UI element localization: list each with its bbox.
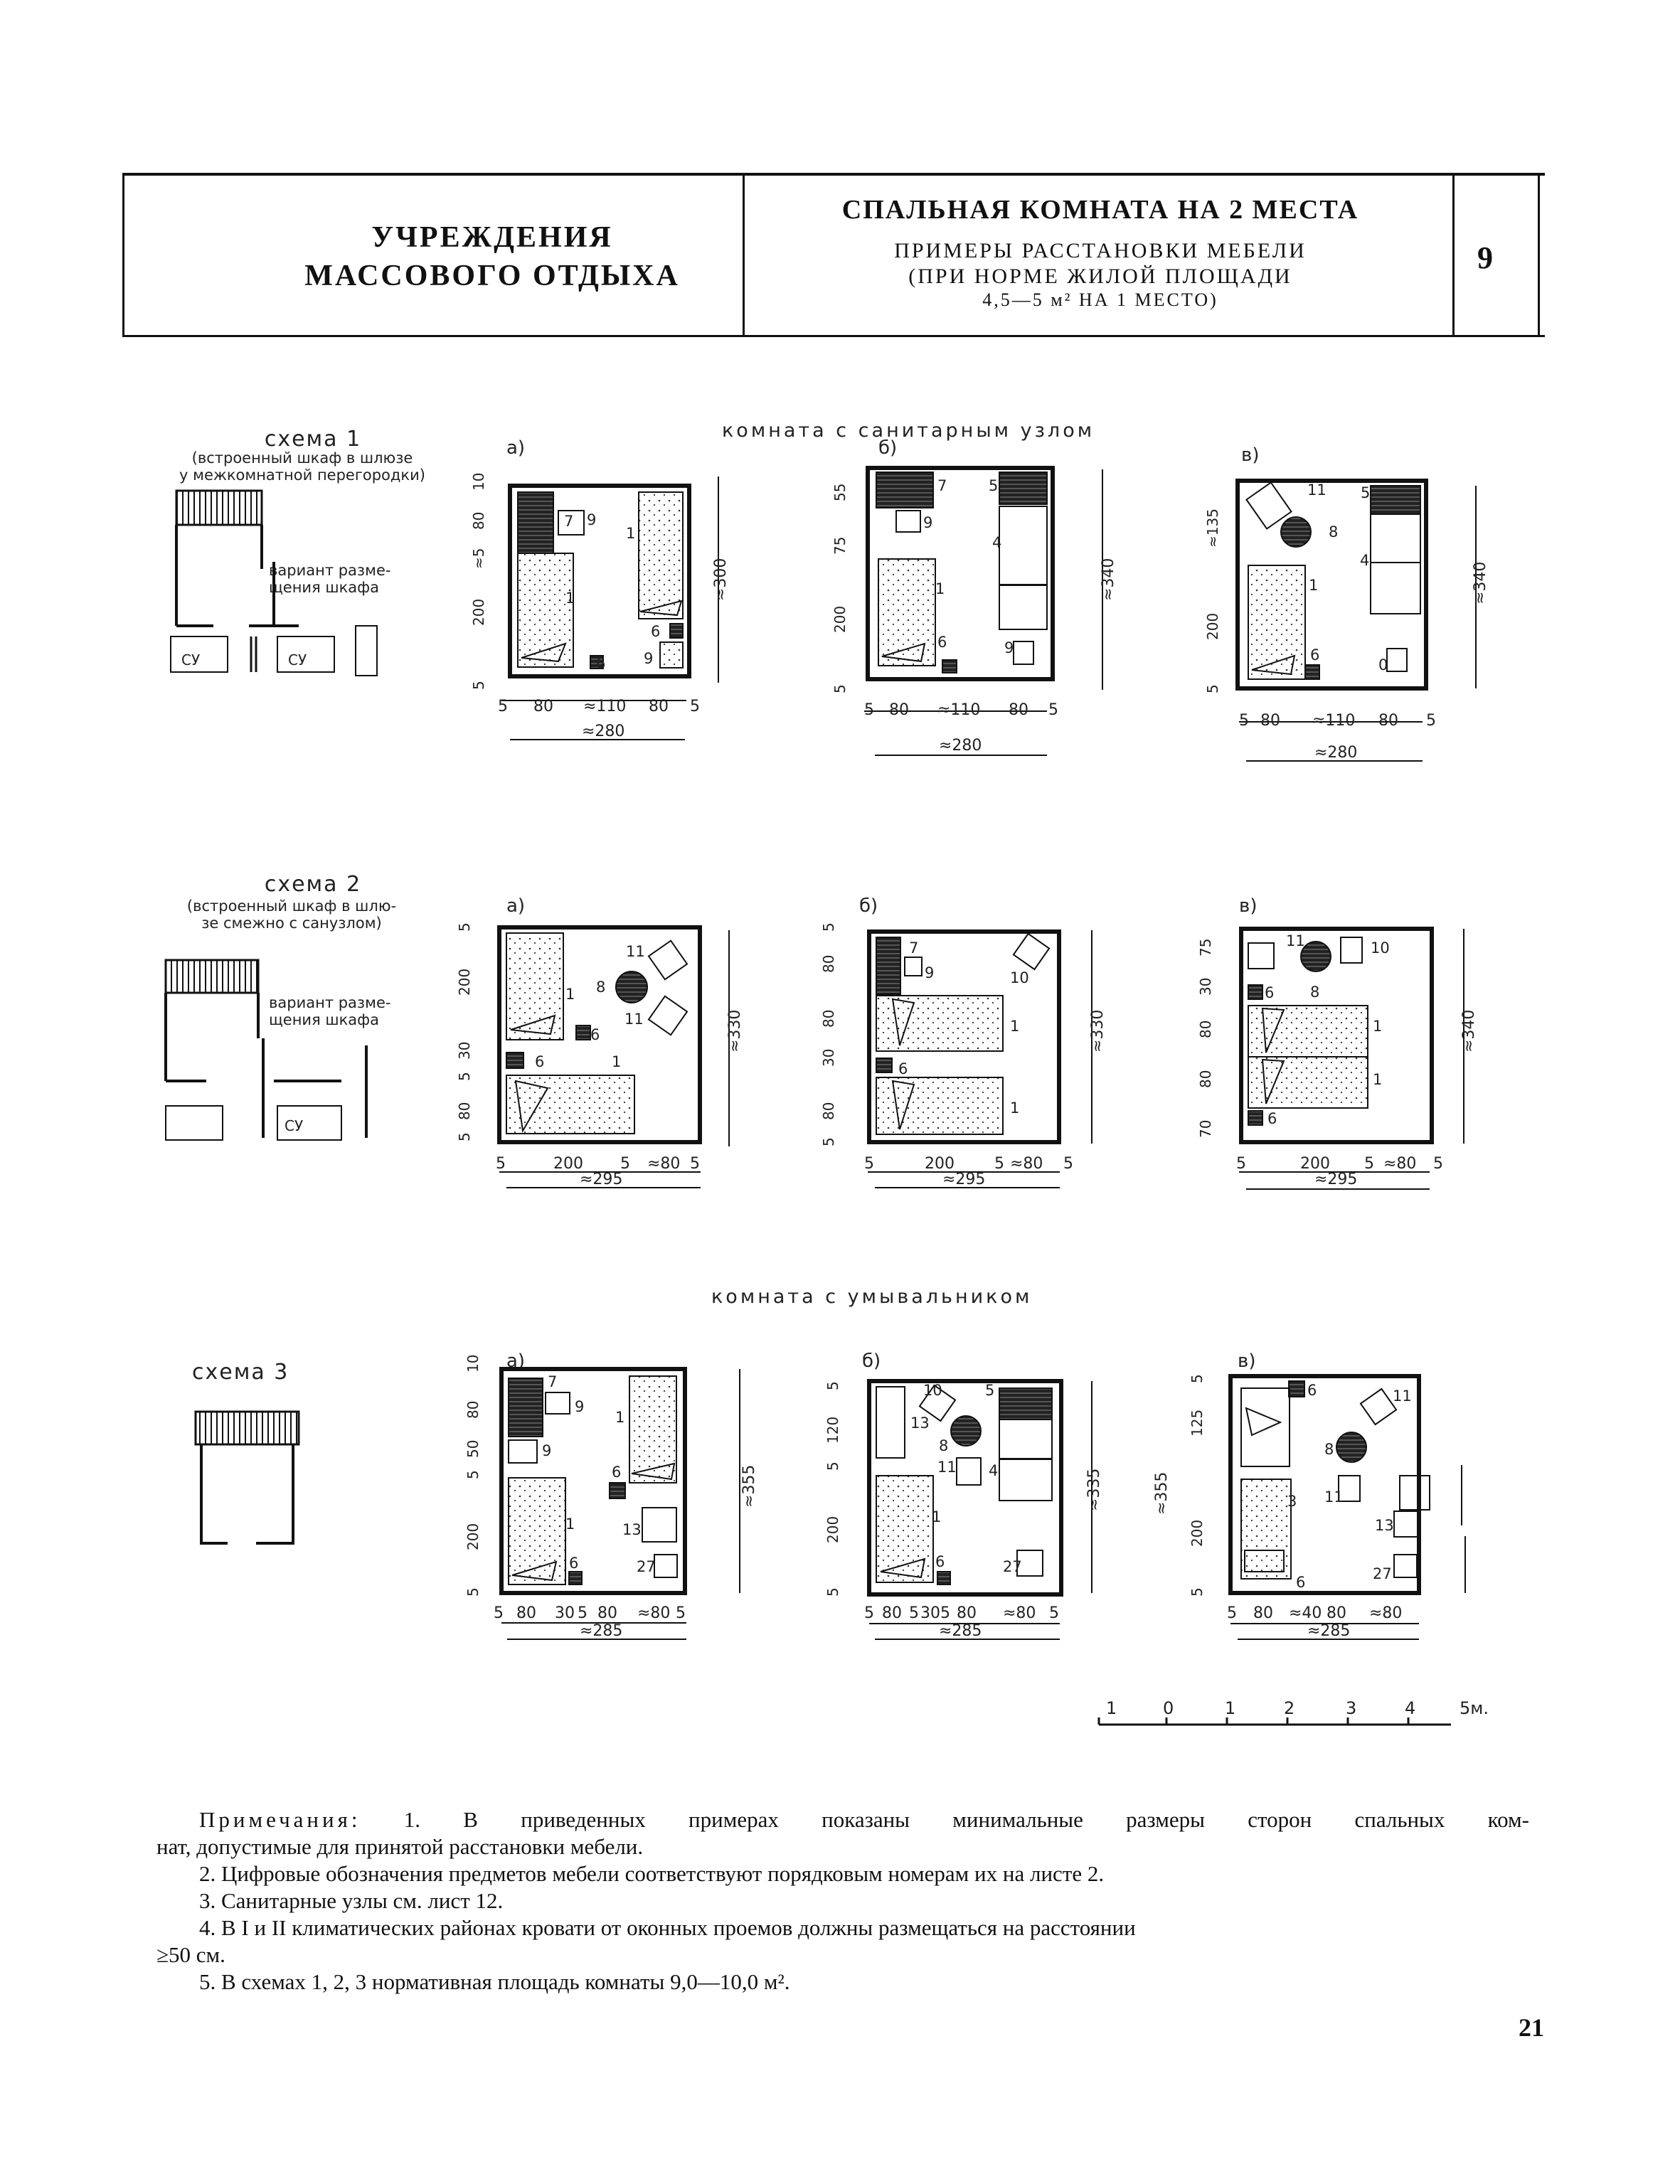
svg-text:7: 7	[564, 513, 574, 530]
scheme-1-variant-1: вариант разме-	[269, 562, 391, 579]
scheme-1-variant-2: щения шкафа	[269, 579, 379, 596]
plan-1c-w2: ≈110	[1312, 712, 1356, 730]
sheet-number: 9	[1477, 240, 1493, 275]
plan-3b-w2: 5	[909, 1604, 919, 1622]
plan-1a-w3: 80	[649, 698, 669, 715]
plan-3b-height-total: ≈335	[1085, 1468, 1103, 1511]
plan-2a-w4: 5	[690, 1155, 700, 1173]
plan-3c-w0: 5	[1227, 1604, 1237, 1622]
plan-3c-height-total: ≈355	[1153, 1471, 1171, 1515]
plan-2c	[1239, 929, 1464, 1189]
note-1-a: 1. В приведенных примерах показаны минимальные размеры сторон спальных ком-	[361, 1807, 1529, 1832]
plan-2a-h2: 30	[456, 1041, 473, 1060]
svg-text:9: 9	[587, 511, 597, 528]
plan-1b-h1: 75	[831, 536, 849, 555]
svg-text:1: 1	[615, 1409, 625, 1426]
note-1-b: нат, допустимые для принятой расстановки мебели.	[156, 1834, 644, 1859]
plan-3c-h0: 5	[1189, 1374, 1206, 1383]
svg-text:6: 6	[1310, 646, 1320, 664]
plan-1c-h1: 200	[1204, 612, 1221, 640]
svg-text:0: 0	[1378, 656, 1388, 673]
plan-2c-h3: 80	[1197, 1070, 1214, 1088]
plan-2b-height-total: ≈330	[1089, 1009, 1107, 1053]
plan-3c-letter: в)	[1238, 1351, 1256, 1372]
notes	[156, 1806, 1529, 1996]
plan-1a-h0: 10	[470, 472, 487, 491]
plan-1c-w1: 80	[1260, 712, 1280, 730]
plan-2b-w4: 5	[1063, 1155, 1073, 1173]
plan-3a-w5: ≈80	[637, 1604, 671, 1622]
plan-1a-height-total: ≈300	[712, 558, 730, 601]
svg-text:11: 11	[1393, 1387, 1412, 1405]
plan-3c-w4: ≈80	[1369, 1604, 1403, 1622]
scheme-1-sketch	[171, 491, 377, 676]
scale-label-0: 1	[1106, 1698, 1117, 1718]
plan-3a-height-total: ≈355	[740, 1464, 758, 1508]
plan-2a-w2: 5	[620, 1155, 630, 1173]
plan-2a-w3: ≈80	[647, 1155, 681, 1173]
svg-text:1: 1	[932, 1508, 942, 1525]
plan-3b-h0: 5	[824, 1381, 841, 1390]
svg-text:1: 1	[612, 1053, 622, 1070]
plan-3a-w4: 80	[597, 1604, 617, 1622]
plan-2c-height-total: ≈340	[1460, 1009, 1478, 1053]
plan-3c-w3: 80	[1327, 1604, 1346, 1622]
plan-3c	[1230, 1376, 1465, 1639]
svg-text:6: 6	[937, 634, 947, 651]
plan-2c-w2: 5	[1364, 1155, 1374, 1173]
plan-1c-letter: в)	[1241, 444, 1260, 466]
svg-text:11: 11	[1324, 1488, 1344, 1506]
svg-text:6: 6	[612, 1464, 622, 1481]
plan-1b-letter: б)	[878, 437, 898, 459]
plan-3b-w1: 80	[882, 1604, 902, 1622]
svg-text:5: 5	[1361, 484, 1371, 501]
plan-3b-w0: 5	[864, 1604, 874, 1622]
plan-2b	[868, 930, 1092, 1188]
svg-text:8: 8	[596, 979, 606, 996]
svg-text:11: 11	[1286, 932, 1305, 949]
plan-1a-w0: 5	[498, 698, 508, 715]
svg-text:11: 11	[626, 943, 645, 960]
svg-text:7: 7	[909, 939, 919, 957]
svg-text:1: 1	[565, 986, 575, 1003]
svg-text:8: 8	[1329, 523, 1339, 540]
svg-text:27: 27	[637, 1558, 656, 1575]
scale-label-5: 4	[1405, 1698, 1416, 1718]
plan-2b-h5: 5	[820, 1137, 837, 1146]
plan-1c-w3: 80	[1378, 712, 1398, 730]
plan-3b-h1: 120	[824, 1416, 841, 1444]
sheet-subtitle-3: 4,5—5 м² НА 1 МЕСТО)	[982, 289, 1218, 310]
plan-1c-labels	[1204, 481, 1489, 762]
svg-text:4: 4	[989, 1462, 999, 1479]
sheet-subtitle-2: (ПРИ НОРМЕ ЖИЛОЙ ПЛОЩАДИ	[908, 265, 1292, 288]
scheme-2-title: схема 2	[264, 872, 362, 897]
plan-1a-w2: ≈110	[583, 698, 627, 715]
svg-text:1: 1	[1373, 1018, 1383, 1035]
plan-3a-h4: 200	[464, 1523, 482, 1550]
plan-1b-w0: 5	[864, 701, 874, 719]
note-3: 3. Санитарные узлы см. лист 12.	[199, 1888, 504, 1913]
plan-2c-h1: 30	[1197, 977, 1214, 996]
scheme-2-note-1: (встроенный шкаф в шлю-	[186, 897, 397, 915]
svg-text:6: 6	[898, 1060, 908, 1077]
plan-1b-w1: 80	[889, 701, 909, 719]
scheme-2-note-2: зе смежно с санузлом)	[201, 915, 382, 932]
plan-2a-w0: 5	[496, 1155, 506, 1173]
plan-2b-letter: б)	[859, 895, 878, 917]
scheme-2-su-label: СУ	[285, 1117, 304, 1134]
svg-text:27: 27	[1003, 1558, 1022, 1575]
plan-3b-letter: б)	[862, 1351, 881, 1372]
plan-3b-width-total: ≈285	[939, 1622, 982, 1640]
plan-3a-w3: 5	[578, 1604, 588, 1622]
svg-text:6: 6	[569, 1555, 579, 1572]
plan-2b-w0: 5	[864, 1155, 874, 1173]
scheme-1-note-2: у межкомнатной перегородки)	[179, 467, 425, 484]
svg-text:10: 10	[1371, 939, 1390, 957]
plan-3c-h1: 125	[1189, 1409, 1206, 1437]
plan-2b-w1: 200	[925, 1155, 955, 1173]
plan-1a-letter: а)	[506, 437, 526, 459]
svg-text:6: 6	[535, 1053, 545, 1070]
svg-text:6: 6	[596, 655, 606, 672]
svg-text:10: 10	[1010, 969, 1029, 986]
plan-3a-letter: а)	[506, 1351, 526, 1372]
section-title-line2: МАССОВОГО ОТДЫХА	[304, 260, 680, 292]
plan-2b-width-total: ≈295	[942, 1171, 986, 1188]
plan-1c-h0: ≈135	[1204, 508, 1221, 548]
caption-washbasin: комната с умывальником	[711, 1286, 1033, 1308]
plan-1c-height-total: ≈340	[1472, 561, 1489, 604]
plan-3b-w3: 30	[920, 1604, 940, 1622]
svg-text:3: 3	[1287, 1493, 1297, 1510]
note-5: 5. В схемах 1, 2, 3 нормативная площадь комнаты 9,0—10,0 м².	[199, 1969, 790, 1994]
plan-2b-labels	[820, 922, 1107, 1188]
svg-text:9: 9	[542, 1442, 552, 1459]
svg-text:6: 6	[1265, 984, 1275, 1001]
plan-2c-w4: 5	[1433, 1155, 1443, 1173]
svg-text:4: 4	[992, 534, 1002, 551]
plan-2c-h4: 70	[1197, 1119, 1214, 1138]
plan-2c-h0: 75	[1197, 938, 1214, 957]
plan-3a-width-total: ≈285	[580, 1622, 623, 1640]
svg-text:4: 4	[1360, 552, 1370, 569]
plan-1b-w4: 5	[1048, 701, 1058, 719]
plan-3b-h3: 200	[824, 1516, 841, 1543]
plan-2a-h0: 5	[456, 922, 473, 932]
plan-1a-w4: 5	[690, 698, 700, 715]
scheme-3-sketch	[196, 1412, 299, 1543]
svg-text:8: 8	[939, 1437, 949, 1454]
plan-3c-h3: 5	[1189, 1587, 1206, 1597]
plan-1b-width-total: ≈280	[939, 737, 982, 755]
plan-2c-h2: 80	[1197, 1020, 1214, 1038]
plan-1b-w2: ≈110	[937, 701, 981, 719]
plan-3b	[869, 1381, 1092, 1639]
svg-text:9: 9	[923, 514, 933, 531]
plan-2b-w2: 5	[994, 1155, 1004, 1173]
plan-3b-w5: 80	[957, 1604, 977, 1622]
svg-text:1: 1	[935, 580, 945, 597]
caption-sanitary: комната с санитарным узлом	[722, 420, 1095, 442]
svg-text:6: 6	[1267, 1110, 1277, 1127]
svg-text:13: 13	[1375, 1517, 1394, 1534]
svg-text:5: 5	[985, 1382, 995, 1399]
plan-3b-w6: ≈80	[1003, 1604, 1036, 1622]
scale-label-2: 1	[1225, 1698, 1236, 1718]
plan-3b-w4: 5	[940, 1604, 950, 1622]
svg-text:5: 5	[989, 477, 999, 494]
plan-2b-h3: 30	[820, 1048, 837, 1067]
note-2: 2. Цифровые обозначения предметов мебели соответствуют порядковым номерам их на листе 2.	[199, 1861, 1105, 1886]
plan-2a-h1: 200	[456, 968, 473, 996]
scale-label-3: 2	[1284, 1698, 1295, 1718]
scheme-1-su-label-2: СУ	[288, 651, 307, 668]
svg-text:11: 11	[937, 1459, 957, 1476]
scheme-2-sketch	[166, 960, 366, 1140]
plan-3c-w1: 80	[1253, 1604, 1273, 1622]
scheme-1-su-label: СУ	[181, 651, 201, 668]
svg-text:1: 1	[565, 590, 575, 607]
plan-2c-w3: ≈80	[1383, 1155, 1417, 1173]
scale-labels	[1106, 1698, 1489, 1718]
plan-1b-height-total: ≈340	[1100, 558, 1117, 601]
scale-label-6: 5м.	[1460, 1698, 1489, 1718]
scheme-2-variant-1: вариант разме-	[269, 994, 391, 1011]
plan-1c-width-total: ≈280	[1314, 744, 1358, 762]
sheet-subtitle-1: ПРИМЕРЫ РАССТАНОВКИ МЕБЕЛИ	[894, 239, 1307, 262]
svg-text:8: 8	[1310, 984, 1320, 1001]
svg-text:8: 8	[1324, 1441, 1334, 1458]
svg-text:6: 6	[1307, 1382, 1317, 1399]
plan-2c-letter: в)	[1239, 895, 1258, 917]
plan-3b-h2: 5	[824, 1461, 841, 1471]
svg-text:7: 7	[937, 477, 947, 494]
plan-3a-h3: 5	[464, 1470, 482, 1479]
scheme-2-variant-2: щения шкафа	[269, 1011, 379, 1028]
plan-1b-labels	[831, 477, 1117, 755]
plan-3b-h4: 5	[824, 1587, 841, 1597]
scale-label-4: 3	[1346, 1698, 1357, 1718]
plan-2c-w1: 200	[1300, 1155, 1330, 1173]
svg-text:13: 13	[622, 1521, 642, 1538]
plan-2a-h3: 5	[456, 1072, 473, 1081]
svg-text:7: 7	[548, 1373, 558, 1390]
plan-3a-w1: 80	[516, 1604, 536, 1622]
svg-text:11: 11	[624, 1011, 644, 1028]
plan-2b-h1: 80	[820, 954, 837, 973]
svg-text:6: 6	[935, 1553, 945, 1570]
svg-text:9: 9	[644, 650, 654, 667]
plan-2a-h5: 5	[456, 1132, 473, 1141]
section-title-line1: УЧРЕЖДЕНИЯ	[371, 221, 613, 254]
plan-3c-width-total: ≈285	[1307, 1622, 1351, 1640]
scheme-1-note-1: (встроенный шкаф в шлюзе	[191, 449, 413, 467]
plan-1b-h2: 200	[831, 605, 849, 633]
plan-1c-w4: 5	[1426, 712, 1436, 730]
plan-3a-w0: 5	[494, 1604, 504, 1622]
plan-2c-width-total: ≈295	[1314, 1171, 1358, 1188]
svg-text:9: 9	[575, 1398, 585, 1415]
plan-1b-h0: 55	[831, 483, 849, 501]
plan-1a-h3: 200	[470, 598, 487, 626]
plan-1b-h3: 5	[831, 684, 849, 693]
plan-1a-h1: 80	[470, 511, 487, 530]
plan-3b-w7: 5	[1049, 1604, 1059, 1622]
scale-bar	[1099, 1717, 1451, 1725]
svg-text:6: 6	[590, 1026, 600, 1043]
svg-text:11: 11	[1307, 481, 1327, 499]
scheme-3-title: схема 3	[192, 1360, 289, 1385]
plan-2b-h0: 5	[820, 922, 837, 932]
svg-text:9: 9	[1004, 639, 1014, 656]
plan-2b-h4: 80	[820, 1102, 837, 1120]
plan-3a-w2: 30	[555, 1604, 575, 1622]
svg-text:6: 6	[1296, 1574, 1306, 1591]
plan-1a-h4: 5	[470, 681, 487, 690]
plan-2b-h2: 80	[820, 1009, 837, 1028]
plan-3a-h1: 80	[464, 1400, 482, 1419]
notes-heading: Примечания:	[199, 1807, 361, 1832]
plan-2a-letter: а)	[506, 895, 526, 917]
svg-text:1: 1	[1309, 577, 1319, 594]
note-1	[156, 1806, 1529, 1833]
scheme-1-title: схема 1	[264, 427, 362, 452]
plan-3a-w6: 5	[676, 1604, 686, 1622]
plan-2c-w0: 5	[1236, 1155, 1246, 1173]
plan-1a-h2: ≈5	[470, 548, 487, 569]
plan-2a-w1: 200	[553, 1155, 583, 1173]
svg-text:1: 1	[1010, 1018, 1020, 1035]
note-4-b: ≥50 см.	[156, 1942, 225, 1967]
svg-text:1: 1	[1010, 1099, 1020, 1117]
plan-3c-w2: ≈40	[1289, 1604, 1322, 1622]
svg-text:27: 27	[1373, 1565, 1392, 1582]
plan-3c-h2: 200	[1189, 1519, 1206, 1547]
plan-1c-w0: 5	[1239, 712, 1249, 730]
sheet-title-main: СПАЛЬНАЯ КОМНАТА НА 2 МЕСТА	[841, 195, 1359, 225]
svg-text:10: 10	[923, 1382, 942, 1399]
svg-text:9: 9	[925, 964, 935, 981]
page-number: 21	[1519, 2013, 1544, 2042]
note-4-a: 4. В I и II климатических районах кровати от оконных проемов должны размещаться на расстоянии	[199, 1915, 1136, 1940]
plan-3a-h2: 50	[464, 1439, 482, 1458]
svg-text:1: 1	[1373, 1071, 1383, 1088]
plan-2a-h4: 80	[456, 1102, 473, 1120]
plan-3a-h5: 5	[464, 1587, 482, 1597]
scale-label-1: 0	[1163, 1698, 1174, 1718]
plan-1c-h2: 5	[1204, 684, 1221, 693]
svg-text:1: 1	[565, 1516, 575, 1533]
plan-1a-w1: 80	[533, 698, 553, 715]
svg-text:13: 13	[910, 1415, 930, 1432]
plan-1b-w3: 80	[1009, 701, 1028, 719]
plan-1a-width-total: ≈280	[582, 723, 625, 740]
plan-2a-height-total: ≈330	[726, 1009, 744, 1053]
plan-3a-h0: 10	[464, 1354, 482, 1373]
plan-2b-w3: ≈80	[1010, 1155, 1043, 1173]
svg-text:1: 1	[626, 525, 636, 542]
plan-2a-width-total: ≈295	[580, 1171, 623, 1188]
svg-text:6: 6	[651, 623, 661, 640]
